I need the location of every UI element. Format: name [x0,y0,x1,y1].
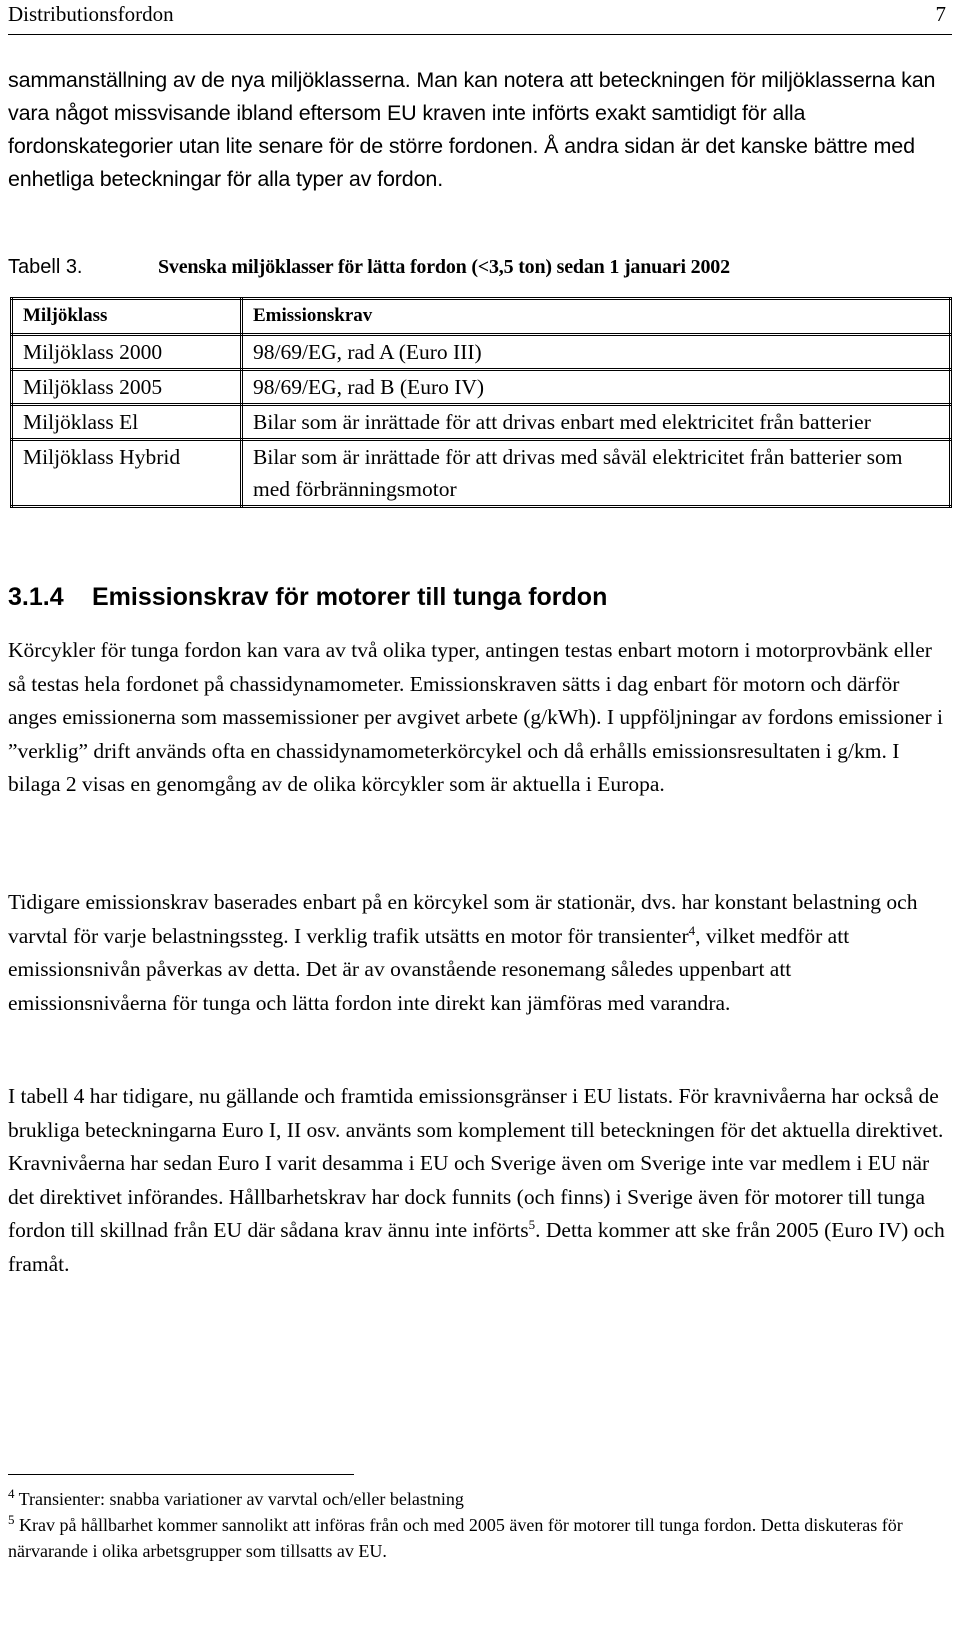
footnote-mark: 5 [8,1512,15,1527]
footnote [8,1486,952,1512]
paragraph-text: . Detta kommer att ske från 2005 (Euro IV) och framåt. [8,1218,945,1276]
body-paragraph [8,886,952,1020]
footnotes [8,1486,952,1564]
page-number: 7 [935,2,946,26]
table-cell: Miljöklass 2005 [12,370,242,405]
footnote-text: Transienter: snabba variationer av varvtal och/eller belastning [14,1489,464,1509]
table-cell: Miljöklass Hybrid [12,440,242,507]
table-cell: Bilar som är inrättade för att drivas med såväl elektricitet från batterier som med förbränningsmotor [242,440,951,507]
environment-class-table [10,297,952,544]
table-row [12,405,951,440]
table-caption-label: Tabell 3. [8,256,83,278]
table-row [12,335,951,370]
intro-paragraph: sammanställning av de nya miljöklasserna. Man kan notera att beteckningen för miljöklasserna kan vara något missvisande ibland eftersom EU kraven inte införts exakt samtidigt för alla fordonskategorier utan lite senare för de större fordonen. Å andra sidan är det kanske bättre med enhetliga beteckningar för alla typer av fordon. [8,68,936,191]
table-caption-title: Svenska miljöklasser för lätta fordon (<3,5 ton) sedan 1 januari 2002 [158,256,730,278]
section-title: Emissionskrav för motorer till tunga fordon [92,583,608,611]
header-section-title: Distributionsfordon [8,2,174,26]
table-header-row [12,299,951,335]
footnote-mark: 4 [8,1486,15,1501]
footnote-text: Krav på hållbarhet kommer sannolikt att införas från och med 2005 även för motorer till tunga fordon. Detta diskuteras för närvarande i olika arbetsgrupper som tillsatts av EU. [8,1515,903,1561]
table-row [12,440,951,507]
page-header [8,0,952,35]
footnote [8,1512,952,1564]
table-cell: 98/69/EG, rad A (Euro III) [242,335,951,370]
paragraph-text: , vilket medför att emissionsnivån påverkas av detta. Det är av ovanstående resonemang således uppenbart att emissionsnivåerna för tunga och lätta fordon inte direkt kan jämföras med varandra. [8,923,850,1015]
table-cell: Bilar som är inrättade för att drivas enbart med elektricitet från batterier [242,405,951,440]
footnote-divider [8,1474,354,1475]
table-row [12,370,951,405]
paragraph-text: Tidigare emissionskrav baserades enbart på en körcykel som är stationär, dvs. har konstant belastning och varvtal för varje belastningssteg. I verklig trafik utsätts en motor för transienter [8,890,918,948]
body-paragraph: Körcykler för tunga fordon kan vara av två olika typer, antingen testas enbart motorn i motorprovbänk eller så testas hela fordonet på chassidynamometer. Emissionskraven sätts i dag enbart för motorn och därför anges emissionerna som massemissioner per avgivet arbete (g/kWh). I uppföljningar av fordons emissioner i ”verklig” drift används ofta en chassidynamometerkörcykel och då erhålls emissionsresultaten i g/km. I bilaga 2 visas en genomgång av de olika körcykler som är aktuella i Europa. [8,638,944,796]
table-cell: 98/69/EG, rad B (Euro IV) [242,370,951,405]
table-cell: Miljöklass 2000 [12,335,242,370]
body-paragraph [8,1080,952,1281]
table-cell: Miljöklass El [12,405,242,440]
table-caption [8,254,952,280]
table-header-cell: Emissionskrav [242,299,951,335]
table-header-cell: Miljöklass [12,299,242,335]
paragraph-text: I tabell 4 har tidigare, nu gällande och framtida emissionsgränser i EU listats. För kravnivåerna har också de brukliga beteckningarna Euro I, II osv. använts som komplement till beteckningen för det aktuella direktivet. Kravnivåerna har sedan Euro I varit desamma i EU och Sverige även om Sverige inte var medlem i EU när det direktivet införandes. Hållbarhetskrav har dock funnits (och finns) i Sverige även för motorer till tunga fordon till skillnad från EU där sådana krav ännu inte införts [8,1084,944,1242]
footnote-reference: 4 [688,922,696,938]
section-number: 3.1.4 [8,583,64,611]
footnote-reference: 5 [528,1216,536,1232]
section-heading [8,583,607,612]
